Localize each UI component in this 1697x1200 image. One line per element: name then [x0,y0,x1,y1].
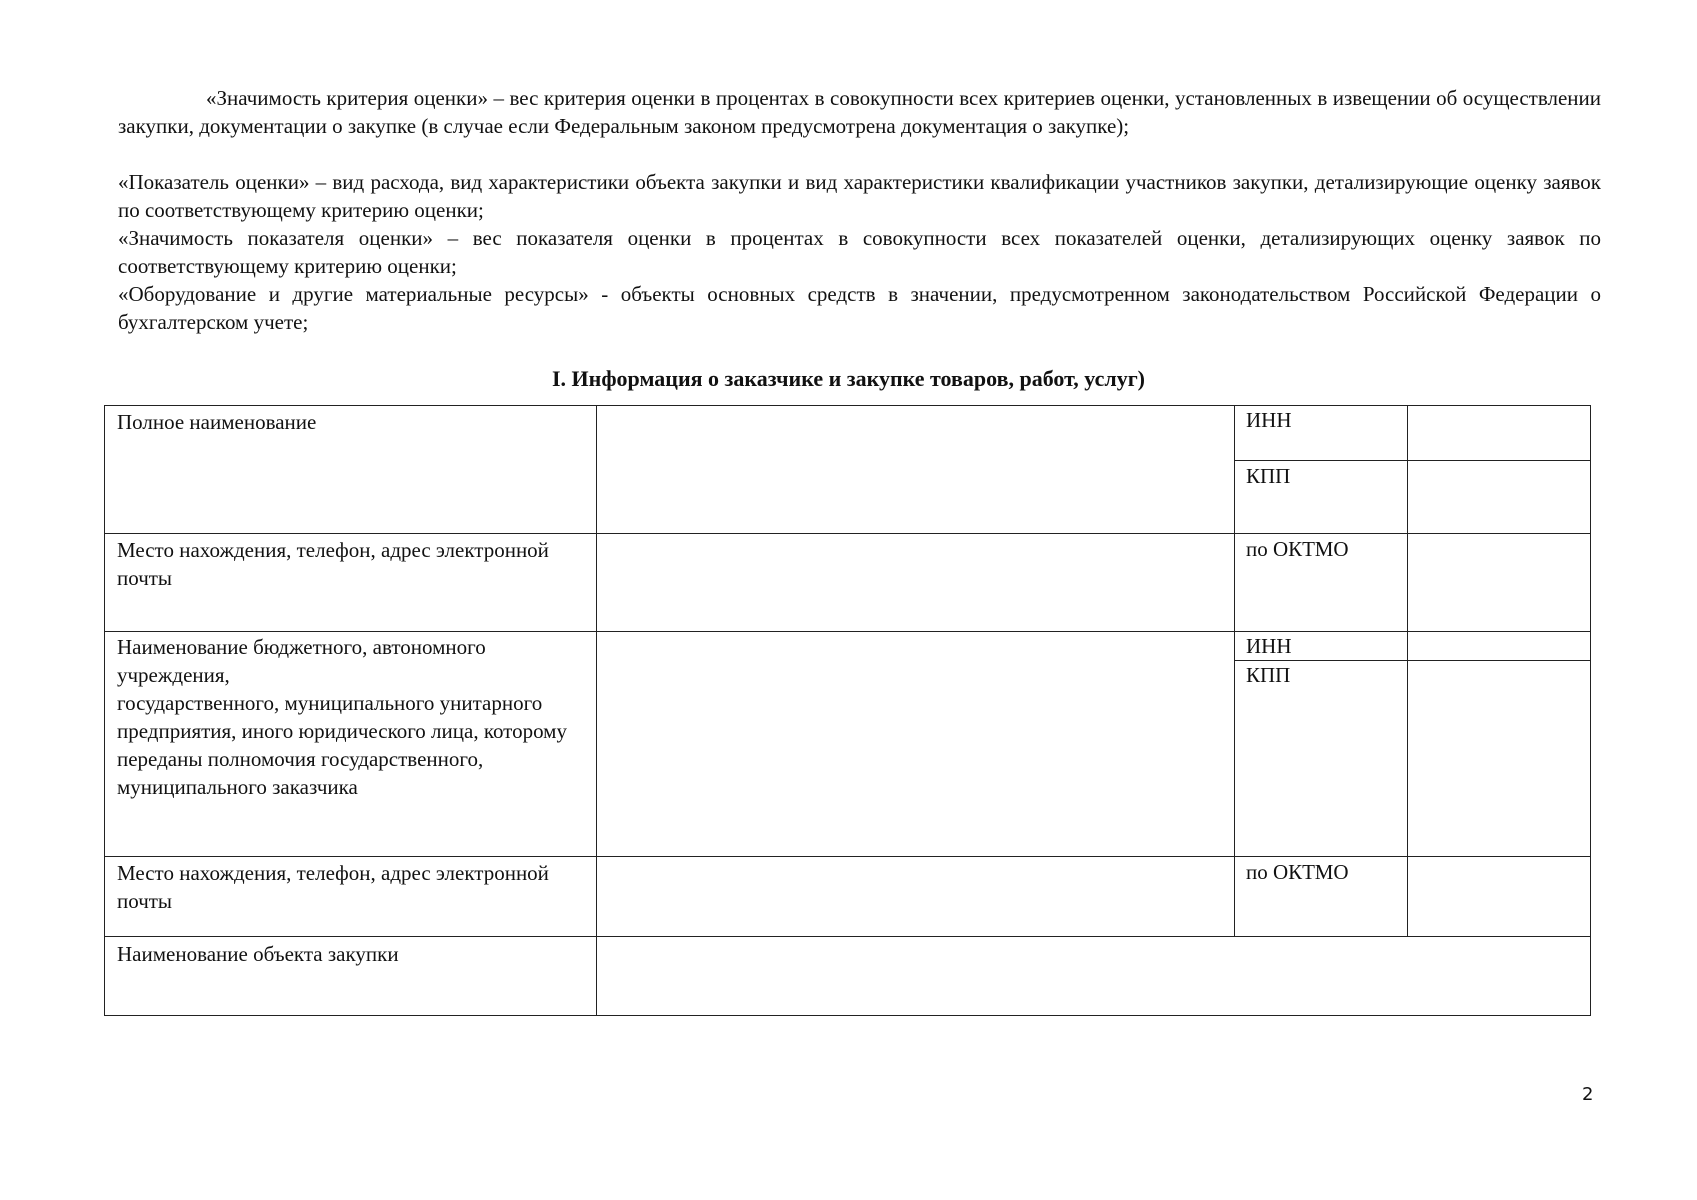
full-name-label: Полное наименование [117,410,317,434]
inn-label-2: ИНН [1246,634,1292,658]
budget-org-line2: государственного, муниципального унитарного предприятия, иного юридического лица, которому переданы полномочия государственного, муниципального заказчика [117,691,567,799]
budget-org-label [117,633,587,801]
table-divider [104,631,1591,632]
oktmo-label-2: по ОКТМО [1246,860,1349,884]
kpp-label-2: КПП [1246,663,1291,687]
definition-indicator: «Показатель оценки» – вид расхода, вид характеристики объекта закупки и вид характеристики квалификации участников закупки, детализирующие оценку заявок по соответствующему критерию оценки; [118,170,1601,222]
definition-indicator-weight: «Значимость показателя оценки» – вес показателя оценки в процентах в совокупности всех показателей оценки, детализирующих оценку заявок по соответствующему критерию оценки; [118,226,1601,278]
table-divider [1234,460,1591,461]
table-divider [596,405,597,1016]
location-label-2: Место нахождения, телефон, адрес электронной почты [117,861,549,913]
table-divider [104,936,1591,937]
object-name-label: Наименование объекта закупки [117,942,399,966]
oktmo-label: по ОКТМО [1246,537,1349,561]
definition-criterion-weight: «Значимость критерия оценки» – вес критерия оценки в процентах в совокупности всех критериев оценки, установленных в извещении об осуществлении закупки, документации о закупке (в случае если Федеральным законом предусмотрена документация о закупке); [118,86,1601,138]
section-title: I. Информация о заказчике и закупке товаров, работ, услуг) [551,366,1146,391]
table-divider [104,856,1591,857]
table-divider [104,533,1591,534]
definition-equipment: «Оборудование и другие материальные ресурсы» - объекты основных средств в значении, предусмотренном законодательством Российской Федерации о бухгалтерском учете; [118,282,1601,334]
inn-label: ИНН [1246,408,1292,432]
kpp-label: КПП [1246,464,1291,488]
budget-org-line1: Наименование бюджетного, автономного учреждения, [117,635,486,687]
page-number: 2 [1582,1084,1594,1105]
location-label: Место нахождения, телефон, адрес электронной почты [117,538,549,590]
